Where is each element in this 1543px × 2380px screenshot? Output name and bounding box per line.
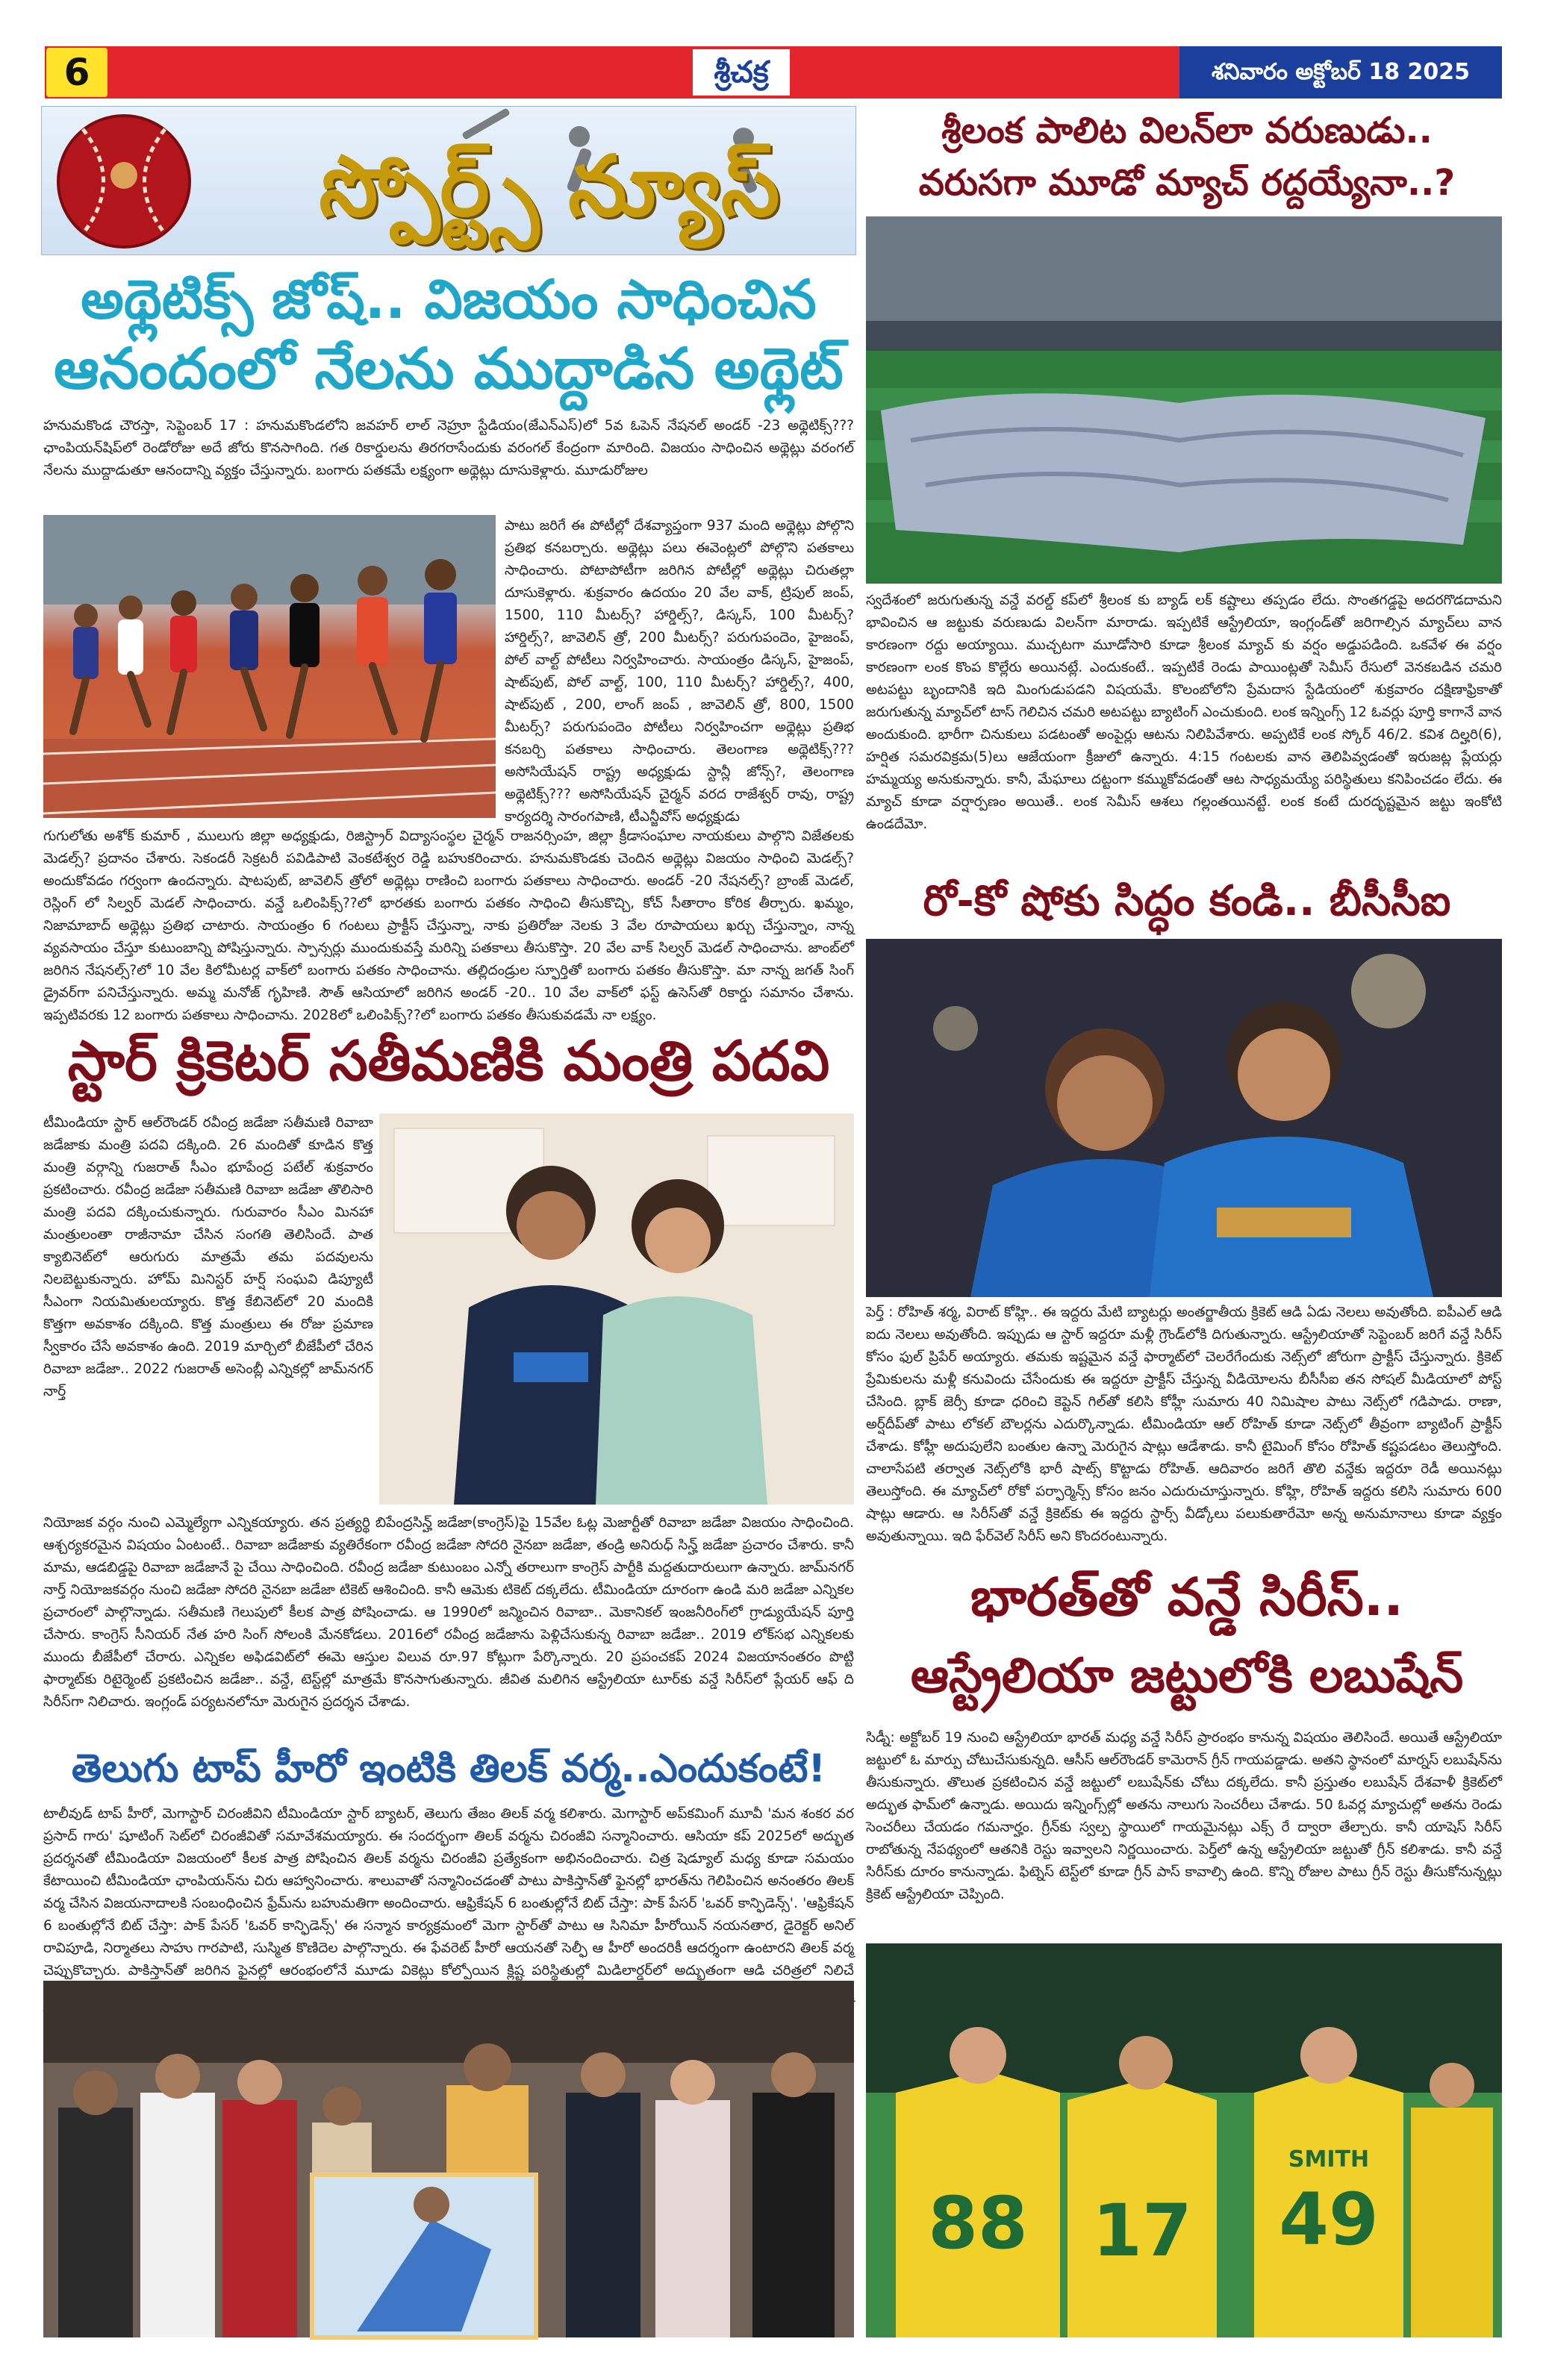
labuschagne-headline-2: ఆస్ట్రేలియా జట్టులోకి లబుషేన్: [910, 1649, 1464, 1704]
jersey-number-88: 88: [928, 2181, 1028, 2265]
athletics-body-bottom: గుగులోతు అశోక్ కుమార్ , ములుగు జిల్లా అధ్యక్షుడు, రిజిస్ట్రార్ విద్యాసంస్థల చైర్మన్ రాజనర్సింహ, జిల్లా క్రీడాసంఘాల నాయకులు పాల్గొని విజేతలకు మెడల్స్? ప్రదానం చేశారు. సెకండరీ సెక్రటరీ పవిడిపాటి వెంకటేశ్వర రెడ్డి బహుకరించారు. హనుమకొండకు చెందిన అథ్లెట్లు విజయం సాధించి మెడల్స్? అందుకోవడం గర్వంగా ఉందన్నారు. షాటపుట్, జావెలిన్ త్రోలో అథ్లెట్లు రాణించి బంగారు పతకాలు సాధించారు. అండర్ -20 నేషనల్స్? బ్రాంజ్ మెడల్, రెస్లింగ్ లో సిల్వర్ మెడల్ సాధించారు. వన్డే ఒలింపిక్స్??లో భారతకు బంగారు పతకం సాధించి తీసుకొచ్చి, కోచ్ సీతారాం కోరిక తీర్చారు. ఖమ్మం, నిజామాబాద్ అథ్లెట్లు ప్రతిభ చాటారు. సాయంత్రం 6 గంటలు ప్రాక్టీస్ చేస్తున్నా, నాకు ప్రతిరోజు నెలకు 3 వేల రూపాయలు ఖర్చు చేస్తున్నాం, నాన్న వ్యవసాయం చేస్తూ కుటుంబాన్ని పోషిస్తున్నారు. స్పాన్సర్లు ముందుకువస్తే మరిన్ని పతకాలు తీసుకొస్తా. 20 వేల వాక్ సిల్వర్ మెడల్ సాధించాను. జాంబ్‌లో జరిగిన నేషనల్స్?లో 10 వేల కిలోమీటర్ల వాక్‌లో బంగారు పతకం సాధించాను. తల్లిదండ్రుల స్ఫూర్తితో బంగారు పతకం తీసుకొస్తా. మా నాన్న జగత్ సింగ్ డ్రైవర్‌గా పనిచేస్తున్నారు. అమ్మ మనోజ్ గృహిణి. సౌత్ ఆసియాలో జరిగిన అండర్ -20.. 10 వేల వాక్‌లో ఫస్ట్ ఉసెస్‌తో రికార్డు సమానం చేశాను. ఇప్పటివరకు 12 బంగారు పతకాలు సాధించాను. 2028లో ఒలింపిక్స్??లో బంగారు పతకం తీసుకువడమే నా లక్ష్యం.: [43, 828, 854, 1023]
roko-headline: రో-కో షోకు సిద్ధం కండి.. బీసీసీఐ: [923, 877, 1451, 925]
rohit-kohli-illustration: [866, 939, 1502, 1297]
roko-caption: పెర్త్ : రోహిత్ శర్మ, విరాట్ కోహ్లి.. ఈ ఇద్దరు మేటి బ్యాటర్లు అంతర్జాతీయ క్రికెట్ ఆడి ఏడు నెలలు అవుతోంది. ఐపీఎల్ ఆడి ఐదు నెలలు అవుతోంది. ఇప్పుడు ఆ స్టార్ ఇద్దరూ మళ్లీ గ్రౌండ్‌లోకి దిగుతున్నారు. ఆస్ట్రేలియాతో సెప్టెంబర్ జరిగే వన్డే సిరీస్ కోసం ఫుల్ ప్రిపేర్ అయ్యారు. తమకు ఇష్టమైన వన్డే ఫార్మాట్‌లో చెలరేగేందుకు నెట్స్‌లో జోరుగా ప్రాక్టీస్ చేస్తున్నారు. క్రికెట్ ప్రేమికులను మళ్లీ కనువిందు చేసేందుకు ఈ ఇద్దరూ ప్రాక్టీస్ చేస్తున్న వీడియోలను బీసీసీఐ తన సోషల్ మీడియాలో పోస్ట్ చేసింది. బ్లాక్ జెర్సీ కూడా ధరించి కెప్టెన్ గిల్‌తో కలిసి కోహ్లీ సుమారు 40 నిమిషాల పాటు నెట్స్‌లో గడిపాడు. రాణా, అర్ష్‌దీప్‌తో పాటు లోకల్ బౌలర్లను ఎదుర్కొన్నాడు. టీమిండియా ఆల్ రోహిత్ కూడా నెట్స్‌లో తీవ్రంగా బ్యాటింగ్ ప్రాక్టీస్ చేశాడు. కోహ్లీ అదుపులేని బంతుల ఉన్నా మెరుగైన షాట్లు ఆడేశాడు. కానీ టైమింగ్ కోసం రోహిత్ కష్టపడటం తెలుస్తోంది. చాలాసేపటి తర్వాత నెట్స్‌లోకి భారీ షాట్స్ కొట్టాడు రోహిత్. ఆదివారం జరిగే తొలి వన్డేకు ఇద్దరూ రెడీ అయినట్లు తెలుస్తోంది. ఈ మ్యాచ్‌లో రోకో పర్ఫార్మెన్స్ కోసం జనం ఎదురుచూస్తున్నారు. కోహ్లి, రోహిత్ ఇద్దరు కలిసి సుమారు 600 షాట్లు ఆడారు. ఆ సిరీస్‌తో వన్డే క్రికెట్‌కు ఈ ఇద్దరు స్టార్స్ వీడ్కోలు పలుకుతారేమో అన్న అనుమానాలు కూడా వ్యక్తం అవుతున్నాయి. ఇది ఫేర్‌వెల్ సిరీస్ అని కొందరంటున్నారు.: [866, 1305, 1502, 1544]
tilak-body: టాలీవుడ్ టాప్ హీరో, మెగాస్టార్ చిరంజీవిని టీమిండియా స్టార్ బ్యాటర్, తెలుగు తేజం తిలక్ వర్మ కలిశారు. మెగాస్టార్ అప్‌కమింగ్ మూవీ 'మన శంకర వర ప్రసాద్ గారు' షూటింగ్ సెట్‌లో చిరంజీవితో సమావేశమయ్యారు. ఈ సందర్భంగా తిలక్ వర్మను చిరంజీవి సన్మానించారు. ఆసియా కప్ 2025లో అద్భుత ప్రదర్శనతో టీమిండియా విజయంలో కీలక పాత్ర పోషించిన తిలక్ వర్మను చిరంజీవి ప్రత్యేకంగా అభినందించారు. చిత్ర షెడ్యూల్ మధ్య కూడా సమయం కేటాయించి టీమిండియా ఛాంపియన్‌ను చిరు ఆహ్వానించారు. శాలువాతో సన్మానించడంతో పాటు పాకిస్తాన్‌తో ఫైనల్లో భారత్‌ను గెలిపించిన అనంతరం తిలక్ వర్మ చేసిన విజయనాదాలకి సంబంధించిన ఫ్రేమ్‌ను బహుమతిగా అందించారు. ఆఫ్రికేషన్ 6 బంతుల్లోనే బిట్ చేస్తా: పాక్ పేసర్ 'ఒవర్ కాన్ఫిడెన్స్'. 'ఆఫ్రికేషన్ 6 బంతుల్లోనే బిట్ చేస్తా: పాక్ పేసర్ 'ఓవర్ కాన్ఫిడెన్స్' ఈ సన్మాన కార్యక్రమంలో మెగా స్టార్‌తో పాటు ఆ సినిమా హీరోయిన్ నయనతార, డైరెక్టర్ అనిల్ రావిపూడి, నిర్మాతలు సాహు గారపాటి, సుస్మిత కొణిదెల పాల్గొన్నారు. ఈ ఫేవరెట్ హీరో ఆయనతో సెల్ఫీ ఆ హీరో అందరికీ ఆదర్శంగా ఉంటారని తిలక్ వర్మ చెప్పుకొచ్చారు. పాకిస్తాన్‌తో జరిగిన ఫైనల్లో ఆరంభంలోనే మూడు వికెట్లు కోల్పోయిన క్లిష్ట పరిస్థితుల్లో మిడిలార్డర్‌లో అద్భుతంగా ఆడి చరిత్రలో నిలిచే: [43, 1806, 854, 1978]
srilanka-photo: [866, 216, 1502, 584]
minister-body-side: టీమిండియా స్టార్ ఆల్‌రౌండర్ రవీంద్ర జడేజా సతీమణి రివాబా జడేజాకు మంత్రి పదవి దక్కింది. 26 మందితో కూడిన కొత్త మంత్రి వర్గాన్ని గుజరాత్ సీఎం భూపేంద్ర పటేల్ శుక్రవారం ప్రకటించారు. రవీంద్ర జడేజా సతీమణి రివాబా జడేజా తొలిసారి మంత్రి పదవి దక్కించుకున్నారు. గురువారం సీఎం మినహా మంత్రులంతా రాజీనామా చేసిన సంగతి తెలిసిందే. పాత క్యాబినెట్‌లో ఆరుగురు మాత్రమే తమ పదవులను నిలబెట్టుకున్నారు. హోమ్ మినిస్టర్ హర్ష్ సంఘవి డిప్యూటీ సీఎంగా నియమితులయ్యారు. కొత్త కేబినెట్‌లో 20 మందికి కొత్తగా అవకాశం దక్కింది. కొత్త మంత్రులు ఈ రోజు ప్రమాణ స్వీకారం చేసే అవకాశం ఉంది. 2019 మార్చిలో బీజేపీలో చేరిన రివాబా జడేజా.. 2022 గుజరాత్ అసెంబ్లీ ఎన్నికల్లో జామ్‌నగర్ నార్త్: [43, 1115, 373, 1399]
minister-body-bottom: నియోజక వర్గం నుంచి ఎమ్మెల్యేగా ఎన్నికయ్యారు. తన ప్రత్యర్థి బిపేంద్రసిన్హ్ జడేజా(కాంగ్రెస్)పై 15వేల ఓట్ల మెజార్టీతో రివాబా జడేజా విజయం సాధించింది. ఆశ్చర్యకరమైన విషయం ఏంటంటే.. రివాబా జడేజాకు వ్యతిరేకంగా రవీంద్ర జడేజా సోదరి నైనబా జడేజా, తండ్రి అనిరుధ్ సిన్హ్ జడేజా ప్రచారం చేశారు. కానీ మామ, ఆడబిడ్డపై రివాబా జడేజానే పై చేయి సాధించింది. రవీంద్ర జడేజా కుటుంబం ఎన్నో తరాలుగా కాంగ్రెస్ పార్టీకి మద్దతుదారులుగా ఉన్నారు. జామ్‌నగర్ నార్త్ నియోజకవర్గం నుంచి జడేజా సోదరి నైనబా జడేజా టికెట్ ఆశించింది. కానీ ఆమెకు టికెట్ దక్కలేదు. టీమిండియా దూరంగా ఉండి మరి జడేజా ఎన్నికల ప్రచారంలో పాల్గొన్నాడు. సతీమణి గెలుపులో కీలక పాత్ర పోషించాడు. ఆ 1990లో జన్మించిన రివాబా.. మెకానికల్ ఇంజనీరింగ్‌లో గ్రాడ్యుయేషన్ పూర్తి చేసారు. కాంగ్రెస్ సీనియర్ నేత హరి సింగ్ సోలంకి మేనకోడలు. 2016లో రవీంద్ర జడేజాను పెళ్లిచేసుకున్న రివాబా జడేజా.. 2019 లోక్‌సభ ఎన్నికలకు ముందు బీజేపీలో చేరారు. ఎన్నికల అఫిడవిట్‌లో ఈమె ఆస్తుల విలువ రూ.97 కోట్లుగా పేర్కొన్నారు. 20 ప్రపంచకప్ 2024 విజయానంతరం పొట్టి ఫార్మాట్‌కు రిటైర్మెంట్ ప్రకటించిన జడేజా.. వన్డే, టెస్ట్‌ల్లో మాత్రమే కొనసాగుతున్నారు. జీవిత మలిగిన ఆస్ట్రేలియా టూర్‌కు వన్డే సిరీస్‌లో ప్లేయర్ ఆఫ్ ది సిరీస్‌గా నిలిచారు. ఇంగ్లండ్ పర్యటనలోనూ మెరుగైన ప్రదర్శన చేశాడు.: [43, 1515, 854, 1710]
tilak-photo: [43, 1981, 854, 2337]
jersey-name-smith: SMITH: [1288, 2146, 1370, 2173]
labuschagne-headline-1: భారత్‌తో వన్డే సిరీస్..: [970, 1567, 1403, 1628]
issue-date: శనివారం అక్టోబర్ 18 2025: [1179, 46, 1502, 99]
srilanka-body: స్వదేశంలో జరుగుతున్న వన్డే వరల్డ్ కప్‌లో శ్రీలంక కు బ్యాడ్ లక్ కష్టాలు తప్పడం లేదు. సొంతగడ్డపై అదరగొడదామని భావించిన ఆ జట్టుకు వరుణుడు విలన్‌గా మారాడు. ఇప్పటికే ఆస్ట్రేలియా, ఇంగ్లండ్‌తో జరిగాల్సిన మ్యాచ్‌లు వాన కారణంగా రద్దు అయ్యాయి. ముచ్చటగా మూడోసారి కూడా శ్రీలంక మ్యాచ్ కు వర్షం అడ్డుపడింది. ఒకవేళ ఈ వర్షం కారణంగా లంక కొంప కొల్లేరు అయినట్లే. ఎందుకంటే.. ఇప్పటికే రెండు పాయింట్లతో సెమీస్ రేసులో వెనకబడిన చమరి అటపట్టు బృందానికి ఇది మింగుడుపడని విషయమే. కొలంబోలోని ప్రేమదాస స్టేడియంలో శుక్రవారం దక్షిణాఫ్రికాతో జరుగుతున్న మ్యాచ్‌లో టాస్ గెలిచిన చమరి అటపట్టు బ్యాటింగ్ ఎంచుకుంది. లంక ఇన్నింగ్స్ 12 ఓవర్లు పూర్తి కాగానే వాన అందుకుంది. భారీగా చినుకులు పడటంతో అంపైర్లు ఆటను నిలిపివేశారు. అప్పటికే లంక స్కోర్ 46/2. కవిశ దిల్హరి(6), హర్షిత సమరవిక్రమ(5)లు ఆజేయంగా క్రీజులో ఉన్నారు. 4:15 గంటలకు వాన తెలిపివ్వడంతో ఇరుజట్ల ప్లేయర్లు హమ్మయ్య అనుకున్నారు. కానీ, మేఘాలు దట్టంగా కమ్ముకోవడంతో ఆట సాధ్యమయ్యే పరిస్థితులు కనిపించడం లేదు. ఈ మ్యాచ్ కూడా వర్షార్పణం అయితే.. లంక సెమీస్ ఆశలు గల్లంతయినట్టే. లంక కంటే దురదృష్టమైన జట్టు ఇంకోటి ఉండదేమో.: [866, 593, 1502, 832]
sports-news-title: స్పోర్ట్స్ న్యూస్: [319, 138, 780, 235]
jersey-number-17: 17: [1092, 2189, 1192, 2273]
athletics-headline-2: ఆనందంలో నేలను ముద్దాడిన అథ్లెట్: [54, 335, 844, 402]
minister-photo: [379, 1114, 854, 1505]
athletics-headline-1: అథ్లెటిక్స్ జోష్.. విజయం సాధించిన: [81, 268, 817, 331]
rain-covered-stadium-illustration: [866, 216, 1502, 584]
srilanka-headline-2: వరుసగా మూడో మ్యాచ్ రద్దయ్యేనా..?: [918, 162, 1456, 204]
srilanka-headline-1: శ్రీలంక పాలిట విలన్‌లా వరుణుడు..: [941, 110, 1433, 152]
minister-headline: స్టార్ క్రికెటర్ సతీమణికి మంత్రి పదవి: [67, 1029, 830, 1093]
athletics-photo: [43, 515, 496, 818]
masthead-logo: శ్రీచక్ర: [693, 49, 790, 96]
athletics-body-top: హనుమకొండ చౌరస్తా, సెప్టెంబర్ 17 : హనుమకొండలోని జవహర్ లాల్ నెహ్రూ స్టేడియం(జేఎన్ఎస్)లో 5వ ఓపెన్ నేషనల్ అండర్ -23 అథ్లెటిక్స్??? ఛాంపియన్‌షిప్‌లో రెండోరోజు అదే జోరు కొనసాగింది. గత రికార్డులను తిరగరాసేందుకు వరంగల్ కేంద్రంగా మారింది. విజయం సాధించిన అథ్లెట్లు వరంగల్ నేలను ముద్దాడుతూ ఆనందాన్ని వ్యక్తం చేస్తున్నారు. బంగారు పతకమే లక్ష్యంగా అథ్లెట్లు దూసుకెళ్లారు. మూడురోజుల: [43, 418, 854, 478]
athletics-body-side: పాటు జరిగే ఈ పోటీల్లో దేశవ్యాప్తంగా 937 మంది అథ్లెట్లు పోల్గొని ప్రతిభ కనబర్చారు. అథ్లెట్లు పలు ఈవెంట్లలో పోల్గొని పతకాలు సాధించారు. పోటాపోటీగా జరిగిన పోటీల్లో అథ్లెట్లు చిరుతల్లా దూసుకెళ్లారు. శుక్రవారం ఉదయం 20 వేల వాక్, ట్రిపుల్ జంప్, 1500, 110 మీటర్స్? హార్డిల్స్?, డిస్కస్, 100 మీటర్స్? హార్డిల్స్?, జావెలిన్ త్రో, 200 మీటర్స్? పరుగుపందెం, హైజంప్, పోల్ వాల్ట్ పోటీలు నిర్వహించారు. సాయంత్రం డిస్కస్, హైజంప్, షాట్‌పుట్, పోల్ వాల్ట్, 100, 110 మీటర్స్? హార్డిల్స్?, 400, షాట్‌పుట్ , 200, లాంగ్ జంప్ , జావెలిన్ త్రో, 800, 1500 మీటర్స్? పరుగుపందెం పోటీలు నిర్వహించగా అథ్లెట్లు ప్రతిభ కనబర్చి పతకాలు సాధించారు. తెలంగాణ అథ్లెటిక్స్??? అసోసియేషన్ రాష్ట్ర అధ్యక్షుడు స్టాన్లీ జోన్స్?, తెలంగాణ అథ్లెటిక్స్??? అసోసియేషన్ చైర్మన్ వరద రాజేశ్వర్ రావు, రాష్ట్ర కార్యదర్శి సారంగపాణి, టీఎన్జీవోస్ అధ్యక్షుడు: [505, 518, 854, 825]
roko-photo: [866, 939, 1502, 1297]
group-photo-illustration: [43, 1981, 854, 2337]
sports-news-banner: [41, 106, 856, 255]
labuschagne-photo: [866, 1943, 1502, 2337]
jersey-number-49: 49: [1279, 2178, 1379, 2261]
couple-illustration: [379, 1114, 854, 1505]
australia-team-illustration: [866, 1943, 1502, 2337]
page-number: 6: [46, 48, 107, 97]
tilak-headline: తెలుగు టాప్ హీరో ఇంటికి తిలక్ వర్మ..ఎందుకంటే!: [71, 1746, 826, 1791]
runners-illustration: [43, 515, 496, 818]
labuschagne-body: సిడ్నీ: అక్టోబర్ 19 నుంచి ఆస్ట్రేలియా భారత్ మధ్య వన్డే సిరీస్ ప్రారంభం కానున్న విషయం తెలిసిందే. అయితే ఆస్ట్రేలియా జట్టులో ఓ మార్పు చోటుచేసుకున్నది. ఆసీస్ ఆల్‌రౌండర్ కామెరాన్ గ్రీన్ గాయపడ్డాడు. అతని స్థానంలో మార్నస్ లబుషేన్‌ను తీసుకున్నారు. తొలుత ప్రకటించిన వన్డే జట్టులో లబుషేన్‌కు చోటు దక్కలేదు. కానీ ప్రస్తుతం లబుషేన్ దేశవాళీ క్రికెట్‌లో అద్భుత ఫామ్‌లో ఉన్నాడు. అయిదు ఇన్నింగ్స్‌ల్లో అతను నాలుగు సెంచరీలు చేశాడు. 50 ఓవర్ల మ్యాచుల్లో అతను రెండు సెంచరీలు చేయడం గమనార్హం. గ్రీన్‌కు స్వల్ప స్థాయిలో గాయమైనట్లు ఎక్స్ రే ద్వారా తేల్చారు. కానీ యాషెస్ సిరీస్ రాబోతున్న నేపథ్యంలో ఆతనికి రెస్టు ఇవ్వాలని నిర్ణయించారు. పెర్త్‌లో ఉన్న ఆస్ట్రేలియా జట్టుతో గ్రీన్ కలిశాడు. కానీ వన్డే సిరీస్‌కు దూరం కానున్నాడు. ఫిట్నెస్ టెస్ట్‌లో కూడా గ్రీన్ పాస్ కావాల్సి ఉంది. కొన్ని రోజుల పాటు గ్రీన్ రెస్టు తీసుకోనున్నట్లు క్రికెట్ ఆస్ట్రేలియా చెప్పింది.: [866, 1730, 1502, 1902]
